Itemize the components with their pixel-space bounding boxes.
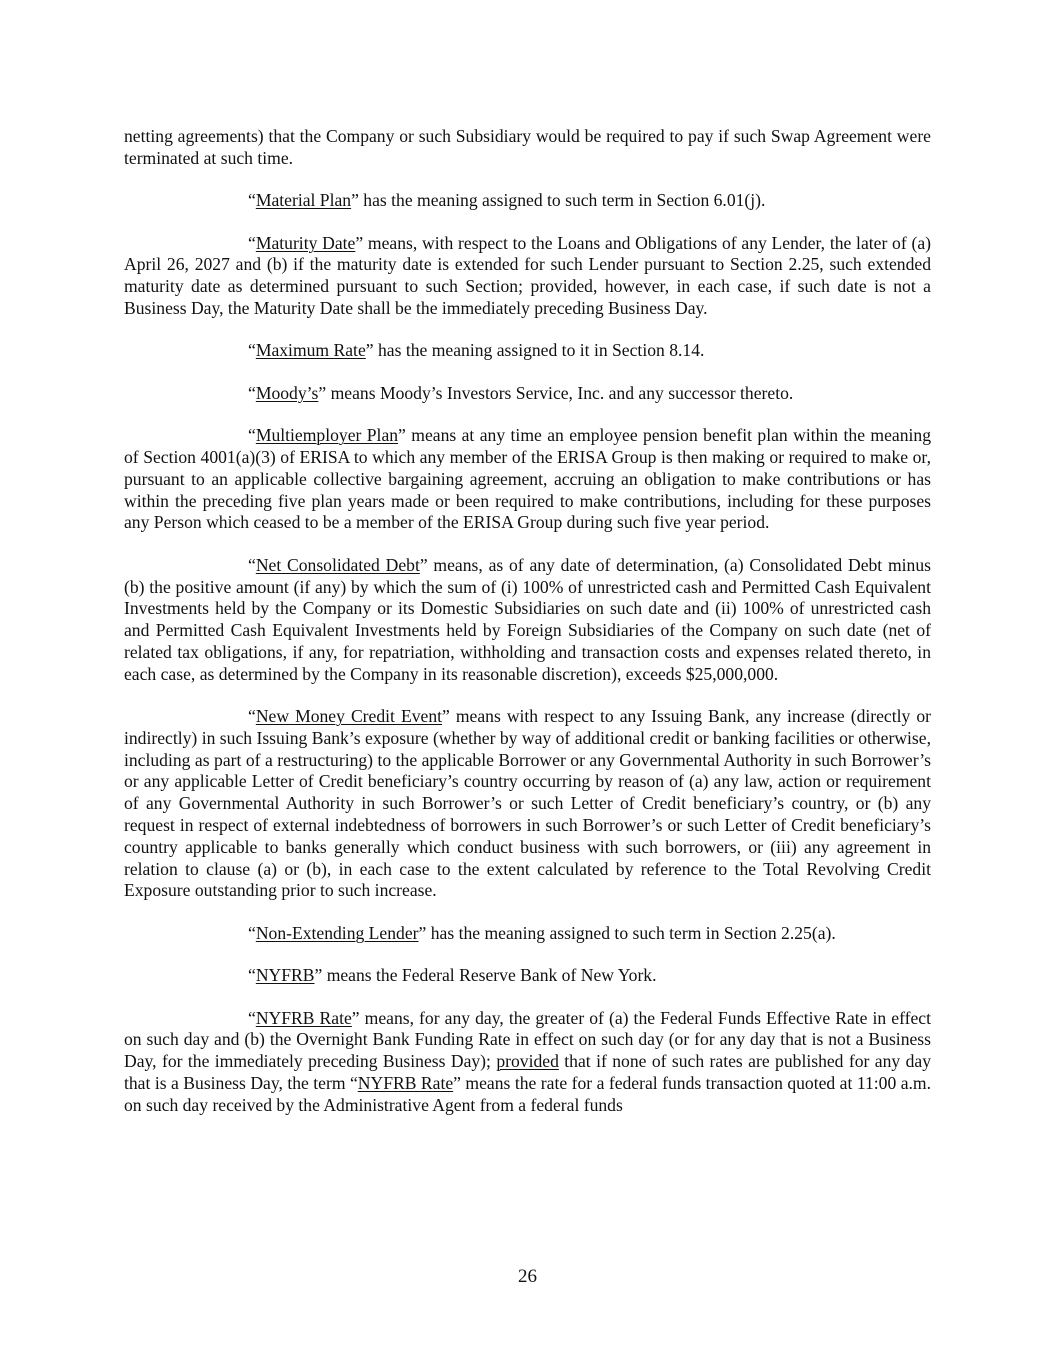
page-number: 26 <box>518 1266 537 1287</box>
defined-term: Multiemployer Plan <box>255 425 399 446</box>
paragraph-text: that if none of such rates are published for any day that is a Business Day, the term “ <box>124 1051 931 1094</box>
definition-paragraph <box>124 425 931 534</box>
paragraph-text: “ <box>248 190 256 211</box>
defined-term: Material Plan <box>255 190 352 211</box>
paragraph-text: “ <box>248 425 256 446</box>
paragraph-text: “ <box>248 1007 256 1028</box>
paragraph-text: ” has the meaning assigned to such term in Section 6.01(j). <box>351 190 766 211</box>
paragraph-text: “ <box>248 340 256 361</box>
defined-term: NYFRB <box>255 965 315 986</box>
defined-term: Maturity Date <box>255 232 356 253</box>
paragraph-text: “ <box>248 382 256 403</box>
definition-paragraph <box>124 706 931 902</box>
definition-paragraph <box>124 190 931 212</box>
paragraph-text: ” means, for any day, the greater of (a) the Federal Funds Effective Rate in effect on such day and (b) the Overnight Bank Funding Rate in effect on such day (or for any day that is not a Business Day, for the immediately preceding Business Day); <box>124 1007 931 1072</box>
defined-term: Net Consolidated Debt <box>255 554 420 575</box>
defined-term: Maximum Rate <box>255 340 366 361</box>
definition-paragraph <box>124 383 931 405</box>
paragraph-text: ” means the rate for a federal funds transaction quoted at 11:00 a.m. on such day received by the Administrative Agent from a federal funds <box>124 1073 931 1115</box>
paragraph-text: “ <box>248 232 256 253</box>
paragraph-text: ” means, as of any date of determination, (a) Consolidated Debt minus (b) the positive amount (if any) by which the sum of (i) 100% of unrestricted cash and Permitted Cash Equivalent Investments held by the Company or its Domestic Subsidiaries on such date and (ii) 100% of unrestricted cash and Permitted Cash Equivalent Investments held by Foreign Subsidiaries of the Company on such date (net of related tax obligations, if any, for repatriation, withholding and transaction costs and expenses related thereto, in each case, as determined by the Company in its reasonable discretion), exceeds $25,000,000. <box>124 554 931 684</box>
paragraph-text: “ <box>248 554 256 575</box>
definition-paragraph <box>124 965 931 987</box>
document-body <box>124 126 931 1137</box>
defined-term: provided <box>496 1051 559 1072</box>
defined-term: New Money Credit Event <box>255 706 442 727</box>
paragraph-text: “ <box>248 922 256 943</box>
paragraph-text: ” means with respect to any Issuing Bank, any increase (directly or indirectly) in such Issuing Bank’s exposure (whether by way of additional credit or banking facilities or otherwise, including as part of a restructuring) to the applicable Borrower or any Governmental Authority in such Borrower’s or any applicable Letter of Credit beneficiary’s country occurring by reason of (a) any law, action or requirement of any Governmental Authority in such Borrower’s or such Letter of Credit beneficiary’s country, or (b) any request in respect of external indebtedness of borrowers in such Borrower’s or such Letter of Credit beneficiary’s country applicable to banks generally which conduct business with such borrowers, or (iii) any agreement in relation to clause (a) or (b), in each case to the extent calculated by reference to the Total Revolving Credit Exposure outstanding prior to such increase. <box>124 706 931 901</box>
definition-paragraph <box>124 233 931 320</box>
paragraph-text: ” means, with respect to the Loans and Obligations of any Lender, the later of (a) April 26, 2027 and (b) if the maturity date is extended for such Lender pursuant to Section 2.25, such extended maturity date as determined pursuant to such Section; provided, however, in each case, if such date is not a Business Day, the Maturity Date shall be the immediately preceding Business Day. <box>124 232 931 318</box>
defined-term: Moody’s <box>255 382 319 403</box>
paragraph-text: ” means Moody’s Investors Service, Inc. and any successor thereto. <box>318 382 794 403</box>
paragraph-text: ” has the meaning assigned to such term in Section 2.25(a). <box>418 922 836 943</box>
definition-paragraph <box>124 923 931 945</box>
definition-paragraph <box>124 555 931 686</box>
definition-paragraph <box>124 340 931 362</box>
paragraph-text: ” means the Federal Reserve Bank of New York. <box>314 965 657 986</box>
defined-term: Non-Extending Lender <box>255 922 419 943</box>
paragraph-text: ” has the meaning assigned to it in Section 8.14. <box>365 340 705 361</box>
paragraph-text: “ <box>248 965 256 986</box>
definition-paragraph <box>124 1008 931 1117</box>
defined-term: NYFRB Rate <box>255 1007 352 1028</box>
definition-paragraph <box>124 126 931 170</box>
paragraph-text: netting agreements) that the Company or such Subsidiary would be required to pay if such Swap Agreement were terminated at such time. <box>124 126 931 168</box>
defined-term: NYFRB Rate <box>357 1073 454 1094</box>
paragraph-text: ” means at any time an employee pension benefit plan within the meaning of Section 4001(a)(3) of ERISA to which any member of the ERISA Group is then making or required to make or, pursuant to an applicable collective bargaining agreement, accruing an obligation to make contributions or has within the preceding five plan years made or been required to make contributions, including for these purposes any Person which ceased to be a member of the ERISA Group during such five year period. <box>124 425 931 533</box>
paragraph-text: “ <box>248 706 256 727</box>
